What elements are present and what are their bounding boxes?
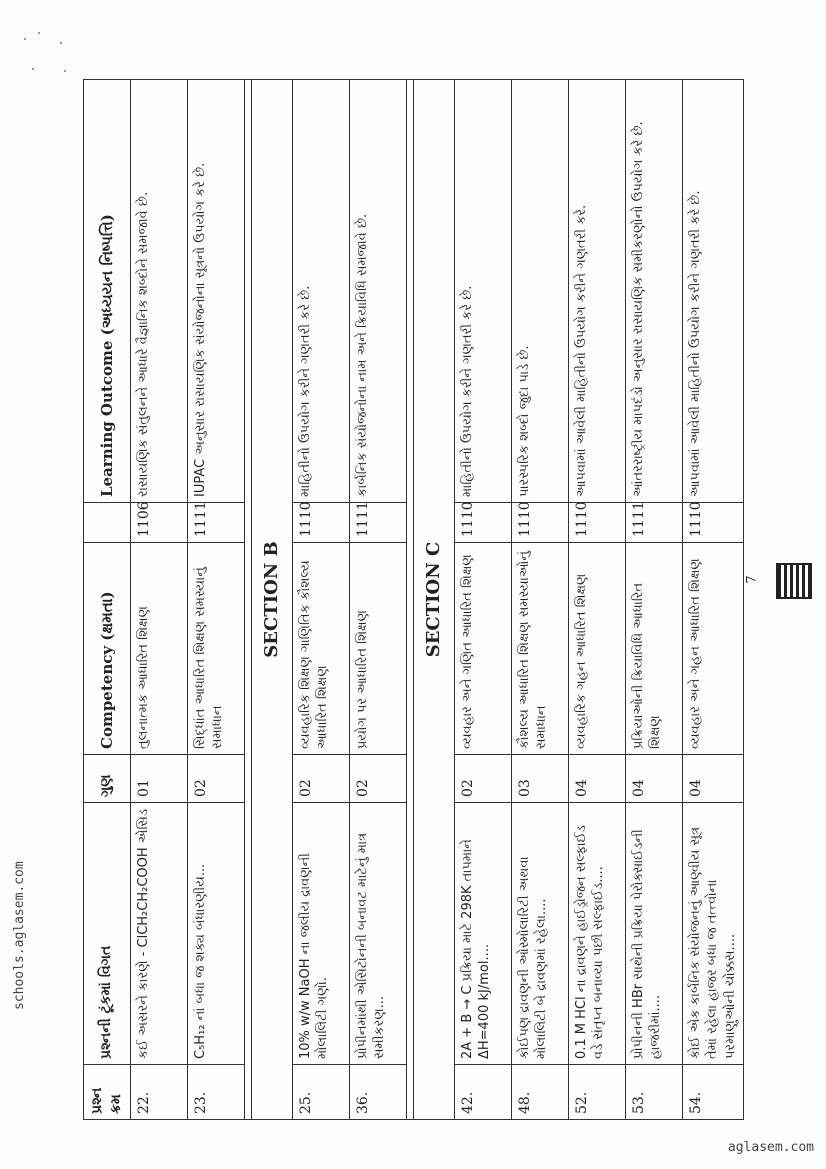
question-detail-cell: 2A + B → C પ્રક્રિયા માટે 298K તાપમાને ΔH=400 kJ/mol.... [454,803,511,1065]
competency-cell: તુલનાત્મક આધારિત શિક્ષણ [130,543,187,755]
competency-cell: વ્યવહાર અને ગણિત આધારિત શિક્ષણ [454,543,511,755]
learning-outcome-cell: પારસ્પરિક શબ્દો જુદા પાડે છે. [511,80,568,503]
marks-cell: 03 [511,755,568,803]
table-row [349,80,406,1120]
section-title: SECTION B [251,80,292,1120]
footer-watermark: aglasem.com [727,1140,814,1155]
table-row [511,80,568,1120]
qr-code-icon [776,563,812,599]
header-learning-outcome: Learning Outcome (અધ્યયન નિષ્પત્તિ) [84,80,131,503]
question-number-cell: 36. [349,1065,406,1120]
question-detail-cell: C₅H₁₂ નાં બધા જ શક્ય બંધારણીય... [187,803,244,1065]
question-number-cell: 52. [568,1065,625,1120]
question-detail-cell: 0.1 M HCl ના દ્રાવણને હાઈડ્રોજન સલ્ફાઈડ વડે સંતૃપ્ત બનાવ્યા પછી સલ્ફાઈડ.... [568,803,625,1065]
competency-cell: વ્યવહારિક ગહન આધારિત શિક્ષણ [568,543,625,755]
question-number-cell: 22. [130,1065,187,1120]
header-code [84,503,131,543]
section-title: SECTION C [413,80,454,1120]
question-number-cell: 25. [292,1065,349,1120]
competency-cell: પ્રયોગ પર આધારિત શિક્ષણ [349,543,406,755]
separator-cell [244,80,251,1120]
separator-cell [406,80,413,1120]
question-number-cell: 53. [625,1065,682,1120]
outcome-code-cell: 1110 [292,503,349,543]
outcome-code-cell: 1110 [568,503,625,543]
outcome-code-cell: 1110 [511,503,568,543]
header-marks: ગુણ [84,755,131,803]
rotated-table-area [83,80,738,1120]
page-number: 7 [744,575,760,584]
marks-cell: 01 [130,755,187,803]
question-number-cell: 48. [511,1065,568,1120]
question-detail-cell: કોઈપણ દ્રાવણની ઓસ્મોલારિટી અથવા મોલાલિટી બે દ્રાવણમાં રહેલા.... [511,803,568,1065]
table-row [625,80,682,1120]
question-detail-cell: કોઈ એક કાર્બનિક સંયોજનનું આણ્વીય સૂત્ર તેમાં રહેલા હાજર બધા જ તત્ત્વોના પરમાણુઓની ચોક્કસ.... [682,803,744,1065]
marks-cell: 04 [682,755,744,803]
learning-outcome-cell: કાર્બનિક સંયોજનોના નામ અને ક્રિયાવિધિ સમજાવે છે. [349,80,406,503]
learning-outcome-cell: માહિતીનો ઉપયોગ કરીને ગણતરી કરે છે. [292,80,349,503]
section-heading-row [251,80,292,1120]
question-analysis-table [83,79,744,1120]
outcome-code-cell: 1111 [349,503,406,543]
section-separator [244,80,251,1120]
learning-outcome-cell: આંતરરાષ્ટ્રીય માપદંડો અનુસાર રાસાયણિક સમીકરણોનો ઉપયોગ કરે છે. [625,80,682,503]
question-detail-cell: પ્રોપીનની HBr સાથેની પ્રક્રિયા પેરોક્સાઈડની હાજરીમાં.... [625,803,682,1065]
learning-outcome-cell: IUPAC અનુસાર રાસાયણિક સંયોજનોના સૂત્રનો ઉપયોગ કરે છે. [187,80,244,503]
table-header-row [84,80,131,1120]
learning-outcome-cell: આપવામાં આવેલી માહિતીનો ઉપયોગ કરીને ગણતરી કરે. [568,80,625,503]
marks-cell: 04 [625,755,682,803]
table-row [130,80,187,1120]
marks-cell: 02 [454,755,511,803]
question-detail-cell: કઈ અસરને કારણે - ClCH₂CH₂COOH એસિડ [130,803,187,1065]
table-row [187,80,244,1120]
outcome-code-cell: 1110 [682,503,744,543]
side-watermark: schools.aglasem.com [12,861,27,1010]
competency-cell: કૌશલ્ય આધારિત શિક્ષણ સમસ્યાઓનું સમાધાન [511,543,568,755]
competency-cell: સિદ્ધાંત આધારિત શિક્ષણ સમસ્યાનું સમાધાન [187,543,244,755]
competency-cell: વ્યવહાર અને ગહન આધારિત શિક્ષણ [682,543,744,755]
learning-outcome-cell: માહિતીનો ઉપયોગ કરીને ગણતરી કરે છે. [454,80,511,503]
table-row [568,80,625,1120]
outcome-code-cell: 1111 [625,503,682,543]
section-heading-row [413,80,454,1120]
marks-cell: 02 [349,755,406,803]
marks-cell: 02 [292,755,349,803]
marks-cell: 04 [568,755,625,803]
question-detail-cell: 10% w/w NaOH ના જલીય દ્રાવણની મોલાલિટી ગણો. [292,803,349,1065]
table-body [130,80,744,1120]
table-row [682,80,744,1120]
outcome-code-cell: 1110 [454,503,511,543]
outcome-code-cell: 1111 [187,503,244,543]
section-separator [406,80,413,1120]
competency-cell: પ્રક્રિયાઓની ક્રિયાવિધિ આધારિત શિક્ષણ [625,543,682,755]
competency-cell: વ્યવહારિક શિક્ષણ ગાણિતિક કૌશલ્ય આધારિત શિક્ષણ [292,543,349,755]
learning-outcome-cell: રાસાયણિક સંતુલનને આધારે વૈજ્ઞાનિક શબ્દોને સમજાવે છે. [130,80,187,503]
question-detail-cell: પ્રોપીનમાંથી એસિટોનની બનાવટ માટેનું માત્ર સમીકરણ... [349,803,406,1065]
question-number-cell: 42. [454,1065,511,1120]
marks-cell: 02 [187,755,244,803]
header-question-detail: પ્રશ્નની ટૂંકમાં વિગત [84,803,131,1065]
header-question-number: પ્રશ્ન ક્રમ [84,1065,131,1120]
question-number-cell: 23. [187,1065,244,1120]
question-number-cell: 54. [682,1065,744,1120]
outcome-code-cell: 1106 [130,503,187,543]
header-competency: Competency (ક્ષમતા) [84,543,131,755]
scan-specks [20,28,80,78]
table-row [454,80,511,1120]
table-row [292,80,349,1120]
learning-outcome-cell: આપવામાં આવેલી માહિતીનો ઉપયોગ કરીને ગણતરી કરે છે. [682,80,744,503]
